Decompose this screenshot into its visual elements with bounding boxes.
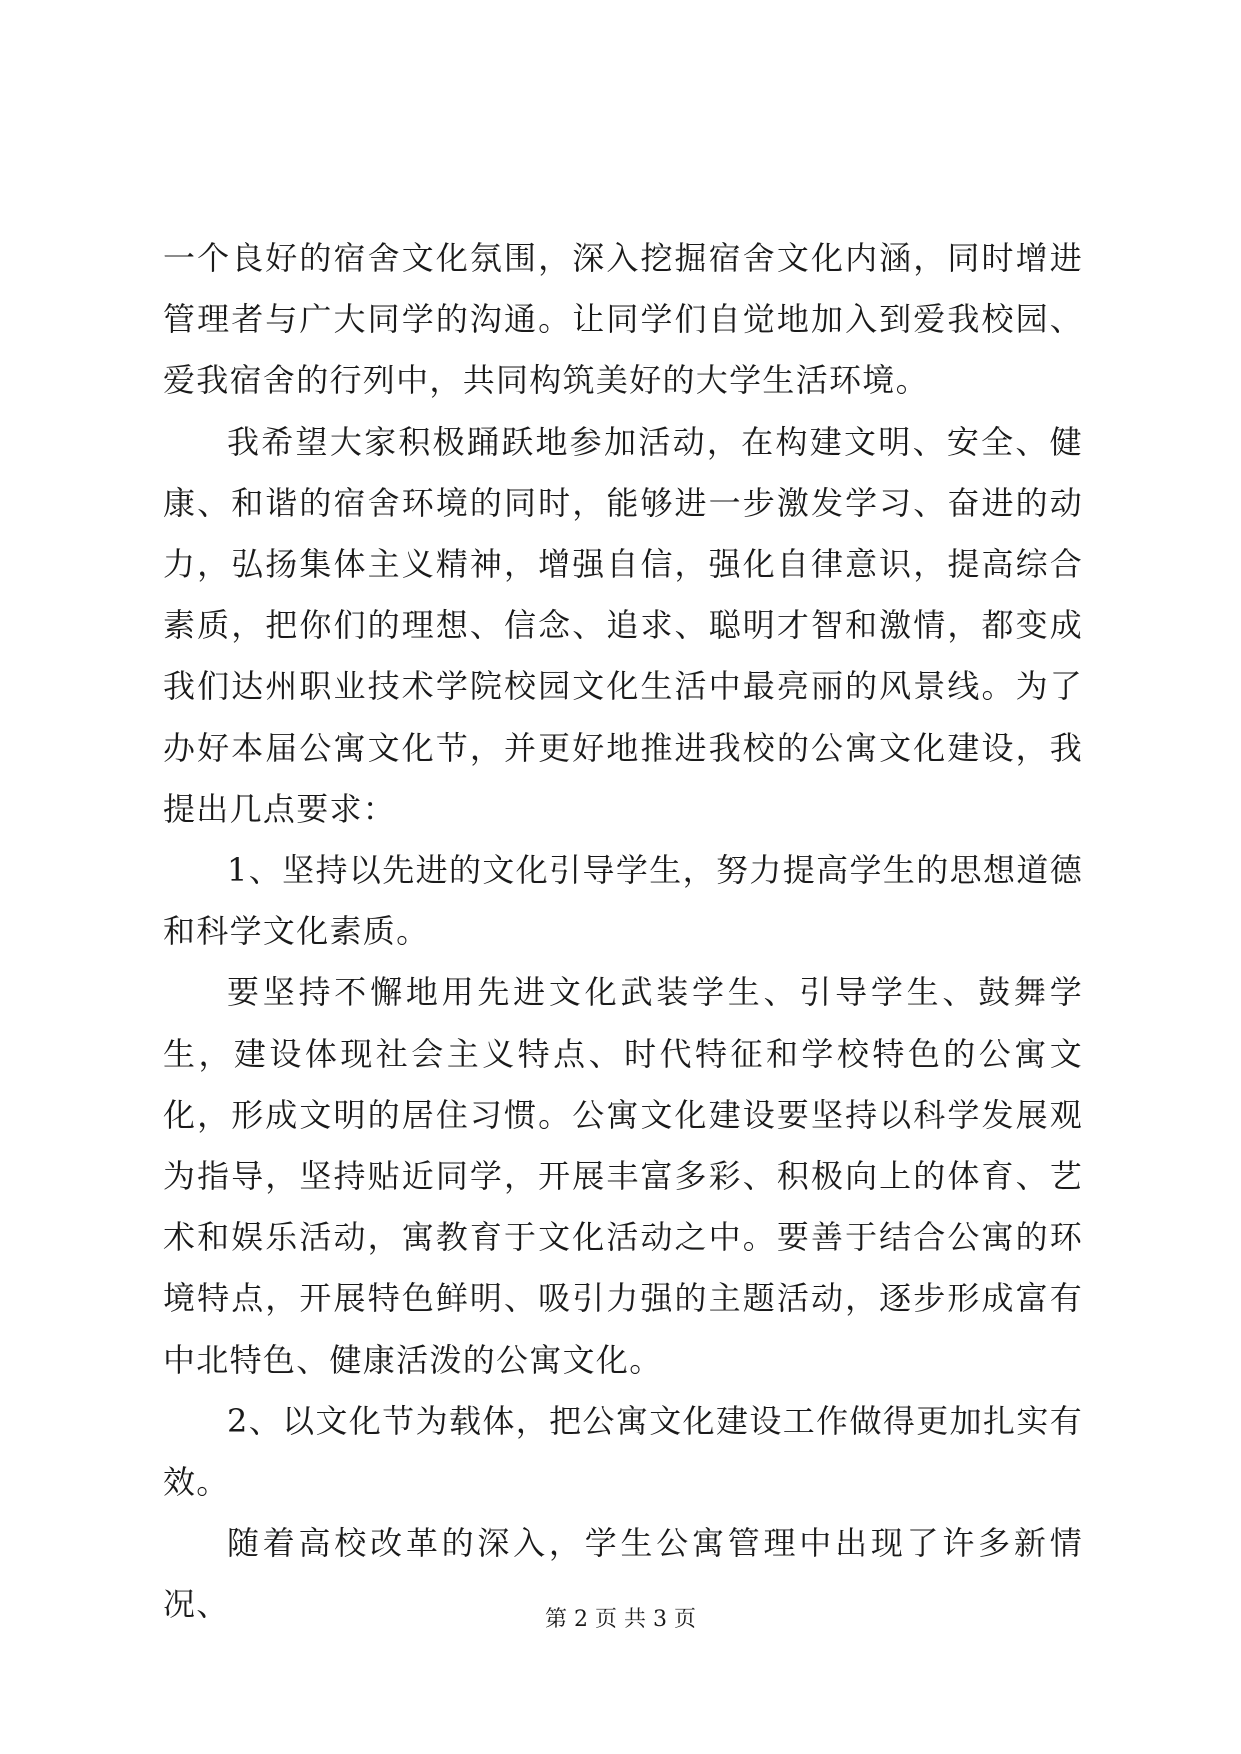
paragraph-3: 1、坚持以先进的文化引导学生，努力提高学生的思想道德和科学文化素质。 [163,851,1083,951]
page-number-footer: 第 2 页 共 3 页 [545,1607,696,1632]
paragraph-1: 一个良好的宿舍文化氛围，深入挖掘宿舍文化内涵，同时增进管理者与广大同学的沟通。让同学们自觉地加入到爱我校园、爱我宿舍的行列中，共同构筑美好的大学生活环境。 [163,239,1083,400]
paragraph-2: 我希望大家积极踊跃地参加活动，在构建文明、安全、健康、和谐的宿舍环境的同时，能够进一步激发学习、奋进的动力，弘扬集体主义精神，增强自信，强化自律意识，提高综合素质，把你们的理想、信念、追求、聪明才智和激情，都变成我们达州职业技术学院校园文化生活中最亮丽的风景线。为了办好本届公寓文化节，并更好地推进我校的公寓文化建设，我提出几点要求： [163,422,1083,828]
document-body [163,228,1083,1636]
paragraph-4: 要坚持不懈地用先进文化武装学生、引导学生、鼓舞学生，建设体现社会主义特点、时代特征和学校特色的公寓文化，形成文明的居住习惯。公寓文化建设要坚持以科学发展观为指导，坚持贴近同学，开展丰富多彩、积极向上的体育、艺术和娱乐活动，寓教育于文化活动之中。要善于结合公寓的环境特点，开展特色鲜明、吸引力强的主题活动，逐步形成富有中北特色、健康活泼的公寓文化。 [163,973,1083,1379]
paragraph-6: 随着高校改革的深入，学生公寓管理中出现了许多新情况、 [163,1524,1083,1624]
paragraph-5: 2、以文化节为载体，把公寓文化建设工作做得更加扎实有效。 [163,1401,1083,1502]
